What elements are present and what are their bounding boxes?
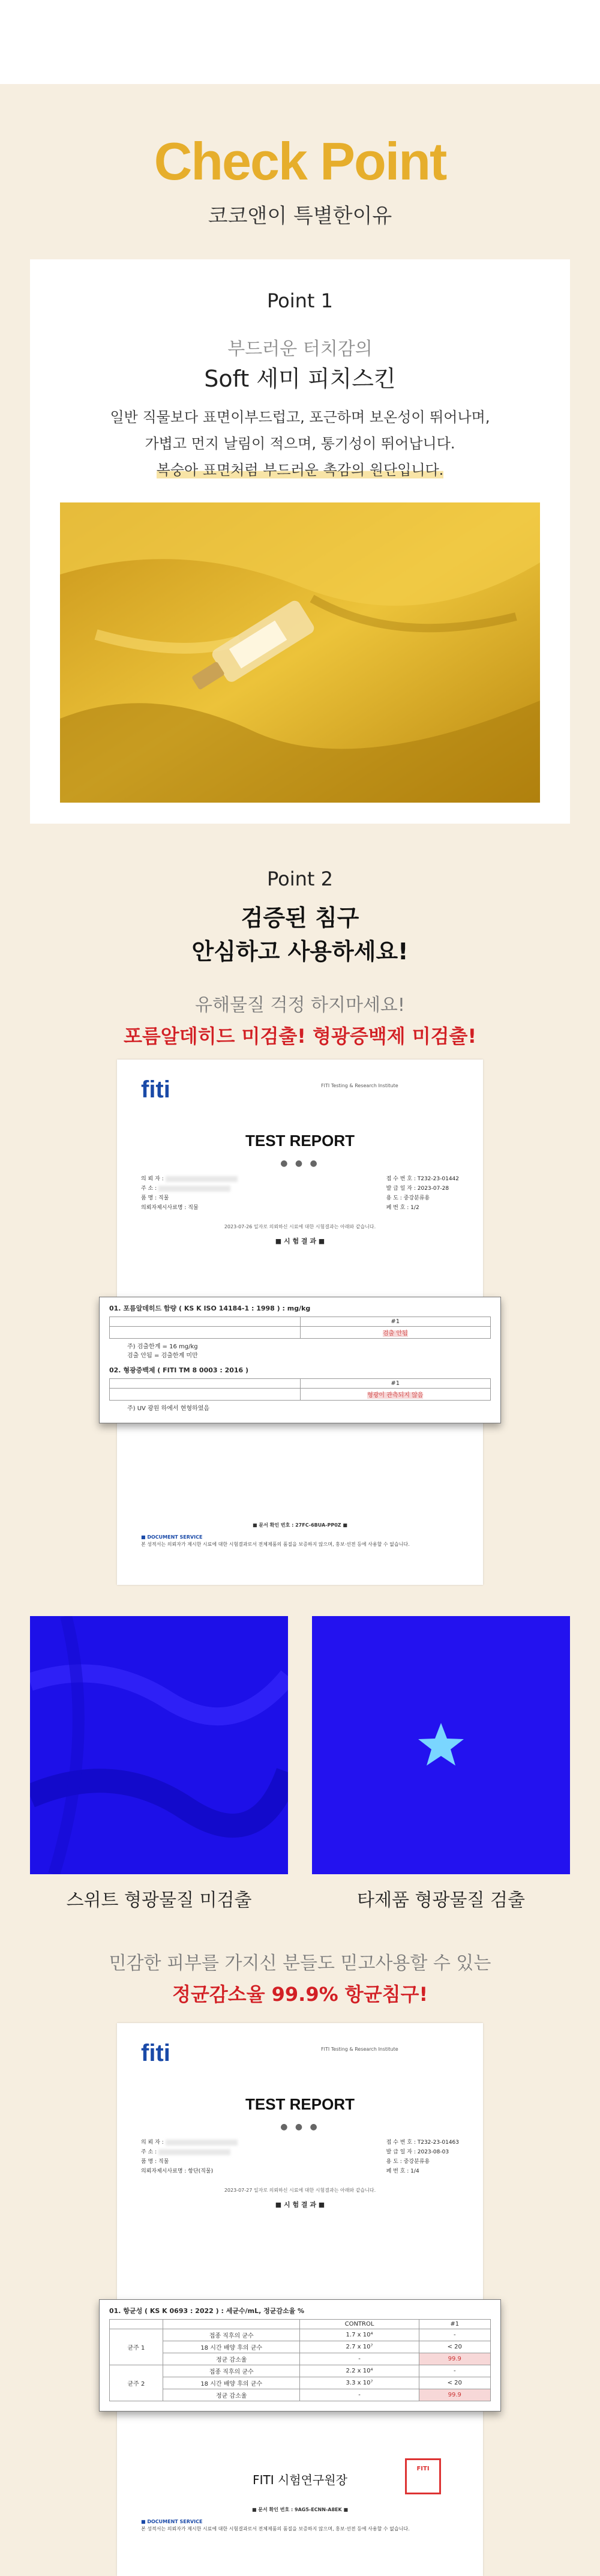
row-item: 18 시간 배양 후의 균수	[163, 2341, 300, 2353]
point1-heading: Soft 세미 피치스킨	[204, 366, 396, 392]
row-value: -	[419, 2365, 490, 2377]
report-meta	[117, 1168, 483, 1219]
row-item: 정균 감소율	[163, 2389, 300, 2401]
table-row	[110, 2365, 491, 2377]
result-heading: ■ 시 험 결 과 ■	[275, 1237, 325, 1245]
point1-label: Point 1	[267, 289, 333, 312]
row-value: < 20	[419, 2341, 490, 2353]
row-control: 1.7 x 10⁴	[300, 2329, 419, 2341]
meta-product: 품 명 : 직물	[141, 2159, 169, 2165]
meta-usage: 용 도 : 중강분류용	[386, 1195, 430, 1201]
row-item: 18 시간 배양 후의 균수	[163, 2377, 300, 2389]
uv-left-caption: 스위트 형광물질 미검출	[66, 1890, 252, 1911]
point2-gray-text: 유해물질 걱정 하지마세요!	[195, 995, 405, 1016]
doc-confirm-no: ■ 문서 확인 번호 : 9AG5-ECNN-A8EK ■	[251, 2507, 349, 2512]
antibacterial-row-title: 01. 항균성 ( KS K 0693 : 2022 ) : 세균수/mL, 정균감소율 %	[109, 2307, 305, 2315]
meta-client: 의 뢰 자 :	[141, 2140, 164, 2146]
table-row	[110, 2377, 491, 2389]
row-item: 접종 직후의 균수	[163, 2365, 300, 2377]
row-control: 2.7 x 10⁷	[300, 2341, 419, 2353]
meta-page: 페 번 호 : 1/4	[386, 2168, 419, 2174]
col-sample: #1	[419, 2320, 490, 2329]
check-point-subtitle: 코코앤이 특별한이유	[208, 204, 392, 228]
meta-issue-date: 발 급 일 자 : 2023-07-28	[386, 1186, 449, 1192]
table-row	[110, 2329, 491, 2341]
antibacterial-red-text: 정균감소율 99.9% 항균침구!	[172, 1983, 428, 2006]
row-control: -	[300, 2389, 419, 2401]
row-control: 2.2 x 10⁴	[300, 2365, 419, 2377]
row-control: 3.3 x 10⁷	[300, 2377, 419, 2389]
table-row	[110, 2341, 491, 2353]
row-value: -	[419, 2329, 490, 2341]
meta-address: 주 소 :	[141, 1186, 157, 1192]
fiti-logo: fiti	[141, 2040, 170, 2066]
formaldehyde-note-2: 검출 안됨 = 검출한계 미만	[127, 1353, 198, 1359]
fluorescent-result: 형광이 관측되지 않음	[367, 1392, 424, 1399]
report-title: TEST REPORT	[245, 2095, 355, 2113]
test-report-2	[109, 2023, 483, 2576]
point1-desc-line: 가볍고 먼지 날림이 적으며, 통기성이 뛰어납니다.	[145, 435, 455, 452]
row-value: 99.9	[419, 2353, 490, 2365]
point2-red-text: 포름알데히드 미검출! 형광증백제 미검출!	[123, 1025, 477, 1048]
formaldehyde-row-title: 01. 포름알데히드 함량 ( KS K ISO 14184-1 : 1998 ) : mg/kg	[109, 1305, 311, 1312]
formaldehyde-result: 검출 안됨	[382, 1330, 408, 1337]
meta-product: 품 명 : 직물	[141, 1195, 169, 1201]
col-header: #1	[300, 1379, 491, 1389]
point2-heading-line2: 안심하고 사용하세요!	[191, 938, 409, 965]
doc-service-title: ■ DOCUMENT SERVICE	[141, 2519, 203, 2524]
table-row	[110, 2389, 491, 2401]
meta-receipt-no: 접 수 번 호 : T232-23-01463	[386, 2140, 459, 2146]
row-value: 99.9	[419, 2389, 490, 2401]
meta-sample-name: 의뢰자제시사료명 : 항단(직물)	[141, 2168, 214, 2174]
doc-service-text: 본 성적서는 의뢰자가 제시한 시료에 대한 시험결과로서 전체제품의 품질을 보증하지 않으며, 홍보·선전 등에 사용할 수 없습니다.	[141, 1542, 410, 1547]
doc-confirm-no: ■ 문서 확인 번호 : 27FC-6BUA-PP0Z ■	[253, 1522, 347, 1528]
col-control: CONTROL	[300, 2320, 419, 2329]
result-heading: ■ 시 험 결 과 ■	[275, 2201, 325, 2209]
fluorescent-row-title: 02. 형광증백제 ( FITI TM 8 0003 : 2016 )	[109, 1366, 249, 1374]
row-control: -	[300, 2353, 419, 2365]
fiti-org-name: FITI Testing & Research Institute	[321, 2047, 398, 2052]
meta-receipt-no: 접 수 번 호 : T232-23-01442	[386, 1176, 459, 1182]
check-point-title: Check Point	[154, 131, 446, 191]
meta-client: 의 뢰 자 :	[141, 1176, 164, 1182]
antibacterial-zoom-panel	[99, 2299, 501, 2412]
report-footer	[141, 1522, 459, 1548]
signer-name: FITI 시험연구원장	[253, 2473, 347, 2487]
report-meta	[117, 2132, 483, 2182]
top-blank-area	[0, 0, 600, 84]
formaldehyde-note-1: 주) 검출한계 = 16 mg/kg	[127, 1344, 198, 1350]
report-dots: ● ● ●	[280, 1159, 320, 1168]
uv-other-product	[312, 1616, 570, 1874]
strain-group: 균주 2	[110, 2365, 163, 2401]
report-dots: ● ● ●	[280, 2122, 320, 2132]
uv-fabric-no-glow	[30, 1616, 288, 1874]
fluorescent-note: 주) UV 광원 하에서 현형하였음	[127, 1405, 210, 1412]
doc-service-title: ■ DOCUMENT SERVICE	[141, 1534, 203, 1540]
row-item: 접종 직후의 균수	[163, 2329, 300, 2341]
fiti-seal-icon: FITI	[405, 2458, 441, 2494]
antibacterial-section	[0, 1948, 600, 2007]
report-footer	[141, 2506, 459, 2533]
formaldehyde-table	[109, 1317, 491, 1339]
point2-heading-line1: 검증된 침구	[241, 905, 359, 931]
report-statement: 2023-07-27 일자로 의뢰하신 시료에 대한 시험결과는 아래와 같습니다.	[224, 2188, 376, 2193]
meta-sample-name: 의뢰자제시사료명 : 직물	[141, 1205, 199, 1211]
point1-desc-highlight: 복숭아 표면처럼 부드러운 촉감의 원단입니다.	[156, 462, 444, 478]
meta-issue-date: 발 급 일 자 : 2023-08-03	[386, 2149, 449, 2155]
test-report-1	[109, 1060, 483, 1585]
table-row	[110, 2353, 491, 2365]
report-statement: 2023-07-26 일자로 의뢰하신 시료에 대한 시험결과는 아래와 같습니다.	[224, 1224, 376, 1229]
doc-service-text: 본 성적서는 의뢰자가 제시한 시료에 대한 시험결과로서 전체제품의 품질을 보증하지 않으며, 홍보·선전 등에 사용할 수 없습니다.	[141, 2526, 410, 2532]
meta-usage: 용 도 : 중강분류용	[386, 2159, 430, 2165]
uv-right-caption: 타제품 형광물질 검출	[357, 1890, 525, 1911]
antibacterial-table	[109, 2319, 491, 2401]
report-zoom-panel	[99, 1297, 501, 1423]
row-value: < 20	[419, 2377, 490, 2389]
antibacterial-gray-text: 민감한 피부를 가지신 분들도 믿고사용할 수 있는	[109, 1953, 491, 1974]
point1-card	[30, 259, 570, 824]
meta-page: 페 번 호 : 1/2	[386, 1205, 419, 1211]
point1-tagline: 부드러운 터치감의	[227, 339, 373, 360]
report-title: TEST REPORT	[245, 1132, 355, 1150]
point2-label: Point 2	[267, 867, 333, 890]
col-header: #1	[300, 1317, 491, 1327]
fluorescent-table	[109, 1378, 491, 1401]
yellow-duvet-photo	[60, 502, 540, 803]
strain-group: 균주 1	[110, 2329, 163, 2365]
row-item: 정균 감소율	[163, 2353, 300, 2365]
point2-section	[0, 867, 600, 1049]
fiti-org-name: FITI Testing & Research Institute	[321, 1083, 398, 1088]
point1-description	[30, 404, 570, 483]
point1-desc-line: 일반 직물보다 표면이부드럽고, 포근하며 보온성이 뛰어나며,	[110, 409, 490, 426]
fiti-logo: fiti	[141, 1076, 170, 1103]
meta-address: 주 소 :	[141, 2149, 157, 2155]
